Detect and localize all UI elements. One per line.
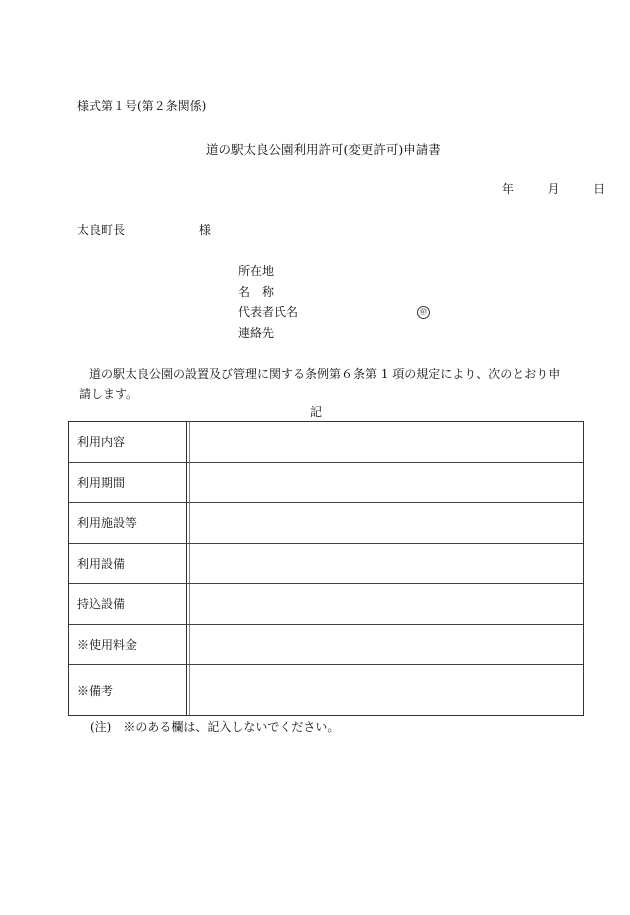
record-table [68,421,584,716]
seal-icon: ㊞ [417,306,430,319]
document-title: 道の駅太良公園利用許可(変更許可)申請書 [206,142,441,157]
form-number: 様式第１号(第２条関係) [77,99,207,113]
row-field-usage-period[interactable] [189,463,583,503]
row-field-facilities[interactable] [189,503,583,543]
row-label-equipment: 利用設備 [69,544,187,584]
ki-heading: 記 [310,405,323,419]
name-label: 名 称 [238,284,275,299]
representative-label: 代表者氏名 [238,305,299,319]
table-row [69,463,583,504]
date-line [472,183,605,195]
table-row [69,625,583,666]
addressee [77,224,211,236]
date-day-label: 日 [593,182,606,196]
row-label-usage-content: 利用内容 [69,422,187,462]
row-label-brought-equipment: 持込設備 [69,584,187,624]
table-row [69,584,583,625]
body-text: 道の駅太良公園の設置及び管理に関する条例第６条第 1 項の規定により、次のとおり申請します。 [79,367,561,401]
row-field-remarks[interactable] [189,665,583,715]
table-row [69,503,583,544]
footnote-text: ※のある欄は、記入しないでください。 [123,720,340,734]
row-field-equipment[interactable] [189,544,583,584]
address-label: 所在地 [238,264,275,278]
table-row [69,665,583,715]
table-row [69,422,583,463]
contact-label: 連絡先 [238,325,275,340]
table-row [69,544,583,585]
date-month-label: 月 [547,182,560,196]
row-field-usage-fee[interactable] [189,625,583,665]
addressee-honorific: 様 [198,223,211,237]
row-label-remarks: ※備考 [69,665,187,715]
row-label-usage-fee: ※使用料金 [69,625,187,665]
row-field-brought-equipment[interactable] [189,584,583,624]
row-label-facilities: 利用施設等 [69,503,187,543]
row-field-usage-content[interactable] [189,422,583,462]
applicant-block [238,264,427,347]
addressee-name: 太良町長 [77,223,126,237]
footnote-mark: (注) [90,720,112,734]
date-year-label: 年 [501,182,514,196]
footnote [90,721,339,733]
row-label-usage-period: 利用期間 [69,463,187,503]
